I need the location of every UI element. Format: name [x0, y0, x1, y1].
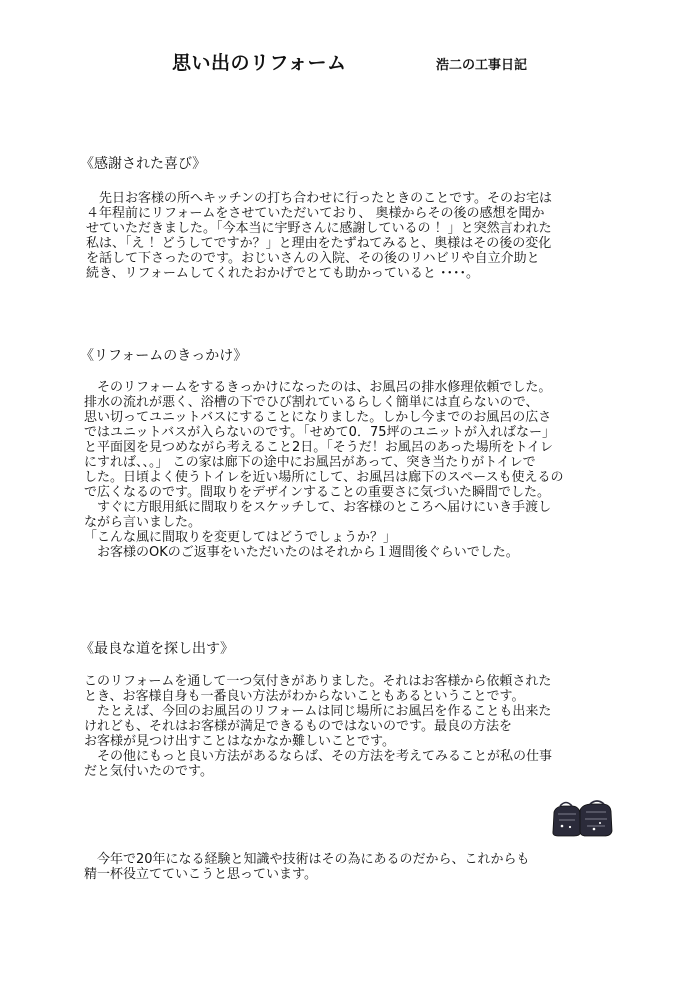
text-line: お客様が見つけ出すことはなかなか難しいことです。 [84, 734, 395, 749]
text-line: にすれば、、。」 この家は廊下の途中にお風呂があって、突き当たりがトイレで [84, 455, 536, 470]
text-line: その他にもっと良い方法があるならば、その方法を考えてみることが私の仕事 [84, 749, 553, 764]
text-line: 続き、リフォームしてくれたおかげでとても助かっていると ････。 [86, 266, 479, 281]
page-title: 思い出のリフォーム [172, 52, 347, 74]
text-line: 排水の流れが悪く、浴槽の下でひび割れているらしく簡単には直らないので、 [84, 395, 539, 410]
text-line: せていただきました。「今本当に宇野さんに感謝しているの ！」と突然言われた [86, 221, 552, 236]
text-line: で広くなるのです。間取りをデザインすることの重要さに気づいた瞬間でした。 [84, 485, 551, 500]
closing-paragraph [84, 852, 530, 882]
page-subtitle: 浩二の工事日記 [436, 58, 528, 73]
text-line: 「こんな風に間取りを変更してはどうでしょうか？」 [84, 530, 397, 545]
text-line: ではユニットバスが入らないのです。「せめて0．75坪のユニットが入ればなー」 [84, 425, 555, 440]
text-line: ４年程前にリフォームをさせていただいており、 奥様からその後の感想を聞か [86, 206, 545, 221]
text-line: このリフォームを通して一つ気付きがありました。それはお客様から依頼された [84, 674, 552, 689]
section-body-gratitude [86, 191, 552, 281]
section-heading-best-way: 《最良な道を探し出す》 [80, 641, 234, 657]
section-heading-gratitude: 《感謝された喜び》 [80, 156, 207, 172]
text-line: 私は、「え ！どうしてですか？」と理由をたずねてみると、奥様はその後の変化 [86, 236, 552, 251]
text-line: した。日頃よく使うトイレを近い場所にして、お風呂は廊下のスペースも使えるの [84, 470, 564, 485]
text-line: けれども、それはお客様が満足できるものではないのです。最良の方法を [84, 719, 512, 734]
section-body-trigger [84, 380, 563, 560]
text-line: だと気付いたのです。 [84, 764, 213, 779]
text-line: 先日お客様の所へキッチンの打ち合わせに行ったときのことです。そのお宅は [86, 191, 553, 206]
text-line: 今年で20年になる経験と知識や技術はその為にあるのだから、これからも [84, 852, 530, 867]
text-line: を話して下さったのです。おじいさんの入院、その後のリハビリや自立介助と [86, 251, 540, 266]
text-line: ながら言いました。 [84, 515, 202, 530]
section-heading-trigger: 《リフォームのきっかけ》 [80, 348, 248, 364]
section-body-best-way [84, 674, 552, 779]
text-line: たとえば、今回のお風呂のリフォームは同じ場所にお風呂を作ることも出来た [84, 704, 552, 719]
text-line: そのリフォームをするきっかけになったのは、お風呂の排水修理依頼でした。 [84, 380, 552, 395]
text-line: すぐに方眼用紙に間取りをスケッチして、お客様のところへ届けにいき手渡し [84, 500, 552, 515]
text-line: とき、お客様自身も一番良い方法がわからないこともあるということです。 [84, 689, 525, 704]
work-bags-icon [550, 798, 614, 838]
text-line: と平面図を見つめながら考えること2日。「そうだ！お風呂のあった場所をトイレ [84, 440, 553, 455]
text-line: 思い切ってユニットバスにすることになりました。しかし今までのお風呂の広さ [84, 410, 552, 425]
text-line: 精一杯役立てていこうと思っています。 [84, 867, 317, 882]
text-line: お客様のOKのご返事をいただいたのはそれから１週間後ぐらいでした。 [84, 545, 519, 560]
